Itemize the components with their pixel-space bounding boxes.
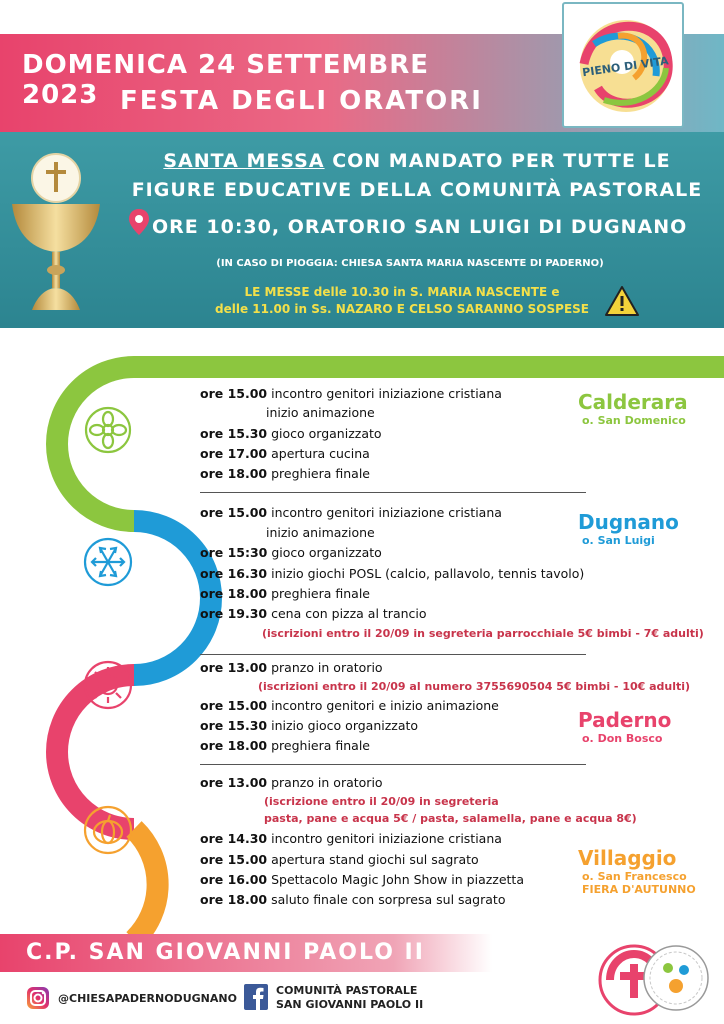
place-villaggio: Villaggio o. San Francesco FIERA D'AUTUNNO [578,846,696,896]
schedule-row: ore 16.30 inizio giochi POSL (calcio, pallavolo, tennis tavolo) [200,566,585,581]
snowflake-icon [85,539,131,585]
schedule-row: ore 18.00 preghiera finale [200,738,370,753]
suspended-line-2: delle 11.00 in Ss. NAZARO E CELSO SARANNO SOSPESE [215,302,589,316]
instagram-handle[interactable]: @CHIESAPADERNODUGNANO [58,992,237,1005]
schedule-row: ore 14.30 incontro genitori iniziazione cristiana [200,831,502,846]
schedule-row: ore 15.00 incontro genitori iniziazione cristiana [200,505,502,520]
section-divider [200,654,586,655]
schedule-row: ore 13.00 pranzo in oratorio [200,775,383,790]
mass-heading [122,150,712,172]
facebook-icon[interactable] [244,984,268,1010]
logo-text: PIENO DI VITA [581,54,670,80]
schedule-row: ore 17.00 apertura cucina [200,446,370,461]
event-date: DOMENICA 24 SETTEMBRE 2023 [22,50,430,110]
flower-icon [86,408,130,452]
schedule-row: ore 16.00 Spettacolo Magic John Show in piazzetta [200,872,524,887]
registration-note: pasta, pane e acqua 5€ / pasta, salamella, pane e acqua 8€) [264,812,637,825]
place-dugnano: Dugnano o. San Luigi [578,510,679,547]
schedule-row: ore 18.00 preghiera finale [200,466,370,481]
schedule-row: ore 15.00 apertura stand giochi sul sagrato [200,852,479,867]
mass-time-place: ORE 10:30, ORATORIO SAN LUIGI DI DUGNANO [152,216,688,238]
chalice-icon [8,146,104,316]
section-divider [200,492,586,493]
registration-note: (iscrizione entro il 20/09 in segreteria [264,795,499,808]
mass-heading-rest: CON MANDATO PER TUTTE LE [324,150,671,172]
community-logo [592,934,712,1022]
schedule-row: ore 15.00 incontro genitori iniziazione cristiana [200,386,502,401]
place-calderara: Calderara o. San Domenico [578,390,688,427]
instagram-icon[interactable] [26,986,50,1010]
suspended-masses-note [212,284,592,318]
schedule-row: ore 18.00 saluto finale con sorpresa sul sagrato [200,892,506,907]
facebook-page[interactable]: COMUNITÀ PASTORALE SAN GIOVANNI PAOLO II [276,984,424,1011]
warning-icon [604,285,640,317]
pieno-di-vita-logo [562,2,684,128]
registration-note: (iscrizioni entro il 20/09 in segreteria parrocchiale 5€ bimbi - 7€ adulti) [262,627,704,640]
schedule-row: inizio animazione [266,525,375,540]
location-pin-icon [128,208,150,236]
rain-note: (IN CASO DI PIOGGIA: CHIESA SANTA MARIA NASCENTE DI PADERNO) [216,258,604,269]
registration-note: (iscrizioni entro il 20/09 al numero 3755690504 5€ bimbi - 10€ adulti) [258,680,691,693]
schedule-row: ore 15:30 gioco organizzato [200,545,382,560]
schedule-row: ore 13.00 pranzo in oratorio [200,660,383,675]
event-title: FESTA DEGLI ORATORI [120,86,483,116]
schedule-row: ore 19.30 cena con pizza al trancio [200,606,427,621]
schedule-row: ore 15.00 incontro genitori e inizio animazione [200,698,499,713]
schedule-row: ore 15.30 gioco organizzato [200,426,382,441]
schedule-row: inizio animazione [266,405,375,420]
schedule-row: ore 18.00 preghiera finale [200,586,370,601]
suspended-line-1: LE MESSE delle 10.30 in S. MARIA NASCENTE e [244,285,560,299]
mass-subheading: FIGURE EDUCATIVE DELLA COMUNITÀ PASTORALE [131,179,703,201]
mass-heading-emph: SANTA MESSA [163,150,325,172]
schedule-row: ore 15.30 inizio gioco organizzato [200,718,419,733]
section-divider [200,764,586,765]
place-paderno: Paderno o. Don Bosco [578,708,672,745]
footer-title: C.P. SAN GIOVANNI PAOLO II [26,940,425,965]
